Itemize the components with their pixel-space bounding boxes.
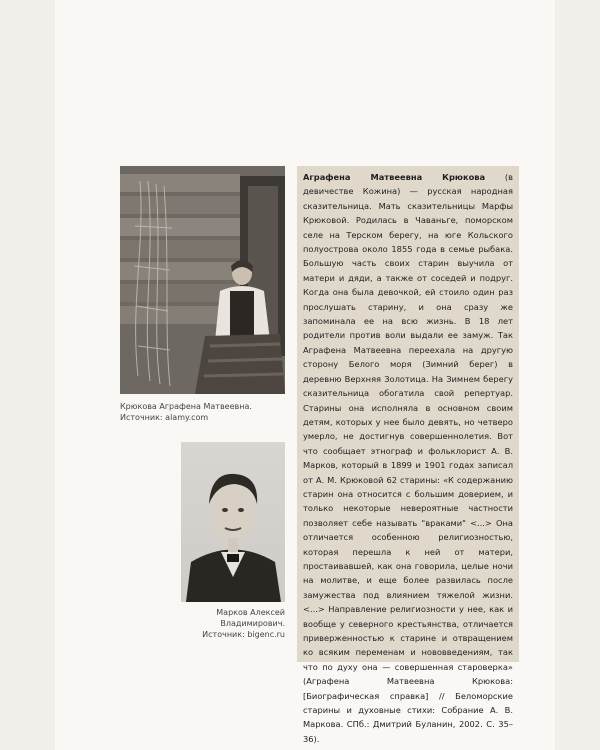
photo-kryukova-image: [120, 166, 285, 394]
photo-markov: [181, 442, 285, 602]
photo-kryukova: [120, 166, 285, 394]
biography-name: Аграфена Матвеевна Крюкова: [303, 172, 486, 182]
biography-textbox: [297, 166, 519, 744]
caption-kryukova-source: Источник: alamy.com: [120, 413, 209, 422]
photo-markov-image: [181, 442, 285, 602]
caption-kryukova: [120, 401, 290, 423]
biography-body: (в девичестве Кожина) — русская народная сказительница. Мать сказительницы Марфы Крюковой. Родилась в Чаваньге, поморском селе на Терском берегу, на юге Кольского полуострова около 1855 года в семье рыбака. Большую часть своих старин выучила от матери и дяди, а также от соседей и подруг. Когда она была девочкой, ей стоило один раз прослушать старину, и она сразу же запоминала ее на всю жизнь. В 18 лет родители против воли выдали ее замуж. Так Аграфена Матвеевна переехала на другую сторону Белого моря (Зимний берег) в деревню Верхняя Золотица. На Зимнем берегу сказительница обогатила свой репертуар. Старины она исполняла в основном своим детям, которых у нее было девять, но четверо умерло, не достигнув совершеннолетия. Вот что сообщает этнограф и фольклорист А. В. Марков, который в 1899 и 1901 годах записал от А. М. Крюковой 62 старины: «К содержанию старин она относится с большим доверием, и только некоторые невероятные частности позволяет себе называть "враками" <...> Она отличается особенною религиозностью, которая перешла к ней от матери, простаивавшей, как она говорила, целые ночи на молитве, и еще более развилась после замужества под влиянием тяжелой жизни. <...> Направление религиозности у нее, как и вообще у северного крестьянства, отличается приверженностью к старине и отвращением ко всяким переменам и нововведениям, так что по духу она — совершенная староверка» (Аграфена Матвеевна Крюкова: [Биографическая справка] // Беломорские старины и духовные стихи: Собрание А. В. Маркова. СПб.: Дмитрий Буланин, 2002. С. 35–36).: [303, 172, 514, 744]
caption-markov-source: Источник: bigenc.ru: [202, 630, 285, 639]
man-portrait: [186, 474, 281, 602]
caption-markov-patronymic: Владимирович.: [220, 619, 285, 628]
caption-markov-name: Марков Алексей: [216, 608, 285, 617]
caption-markov: [181, 607, 285, 640]
caption-kryukova-name: Крюкова Аграфена Матвеевна.: [120, 402, 252, 411]
